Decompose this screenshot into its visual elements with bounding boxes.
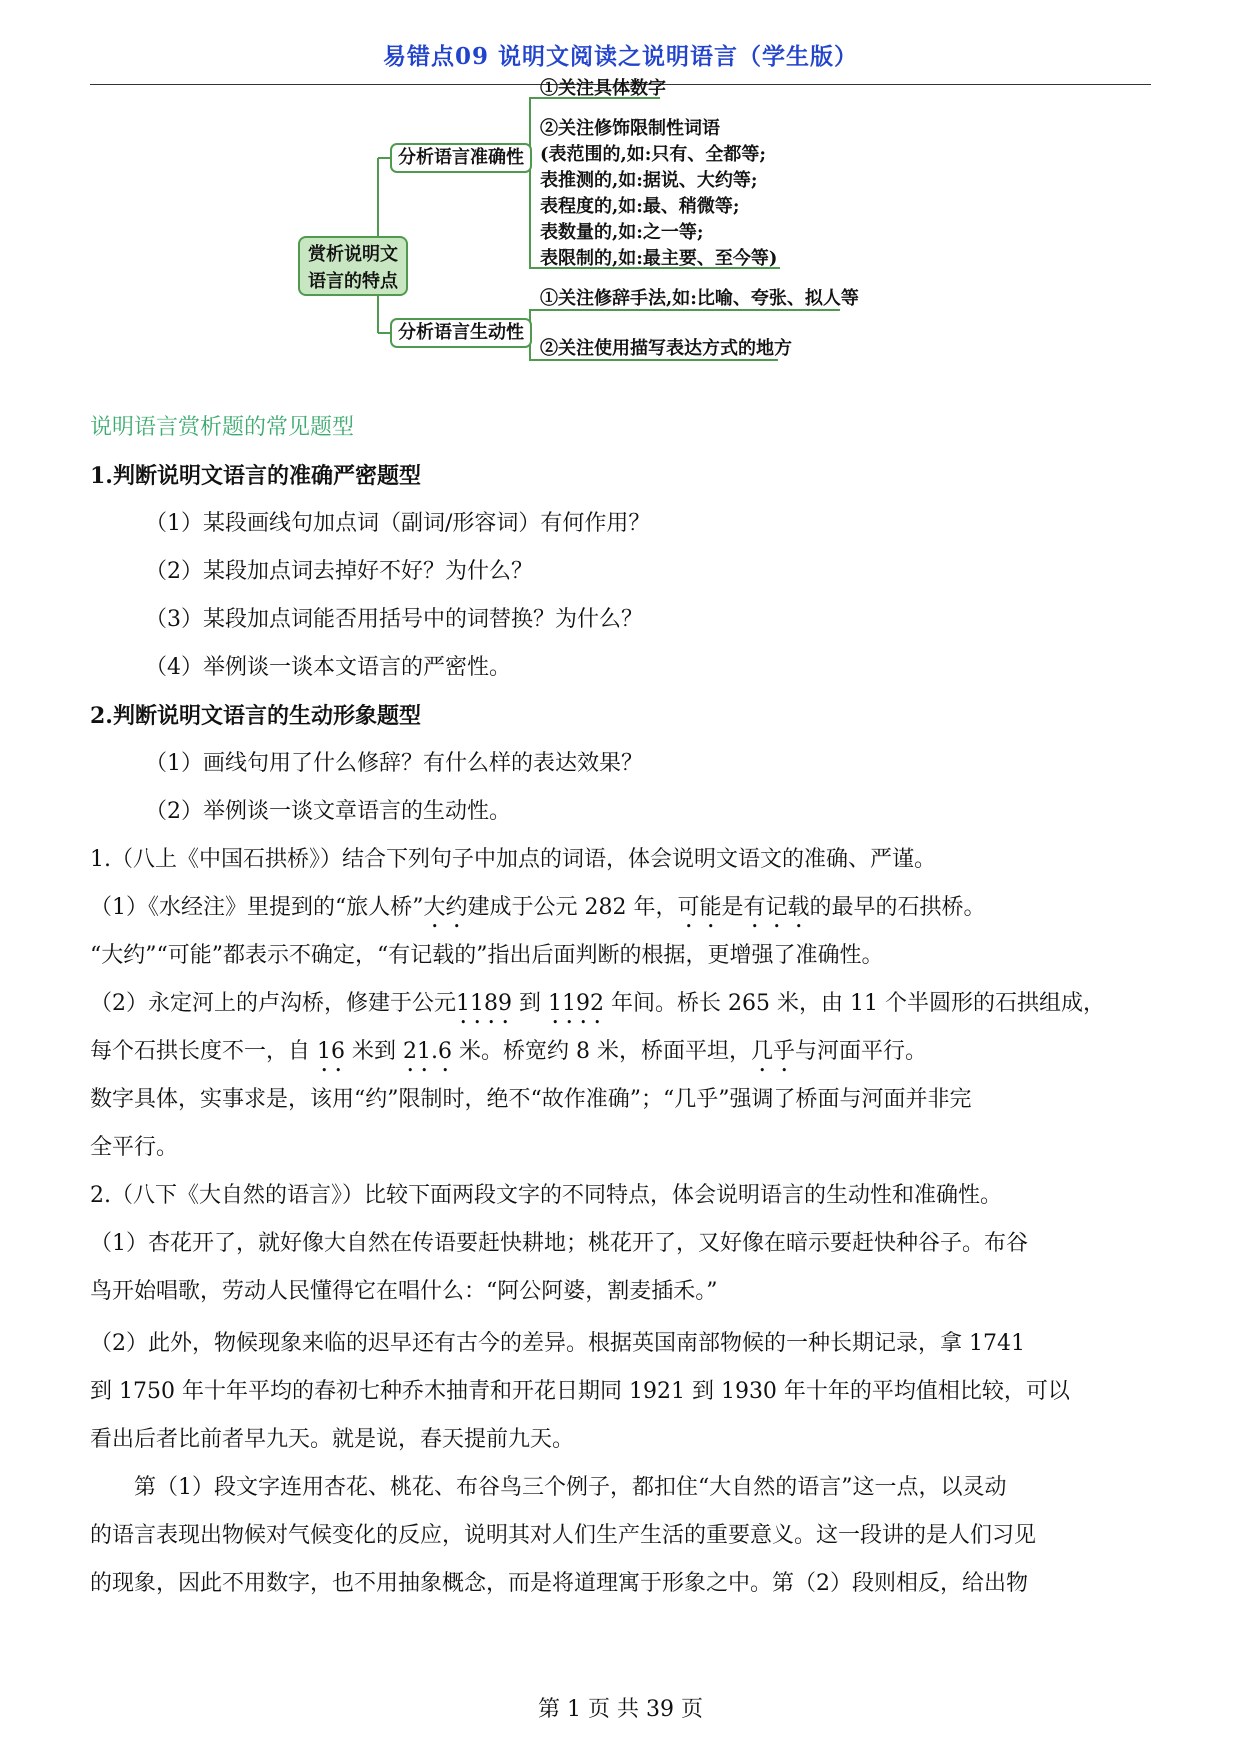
leaf-specific-numbers: ①关注具体数字 <box>540 78 666 99</box>
leaf-rhetoric: ①关注修辞手法,如:比喻、夸张、拟人等 <box>540 288 859 309</box>
list-item: （1）某段画线句加点词（副词/形容词）有何作用？ <box>145 511 651 536</box>
leaf-line: ②关注修饰限制性词语 <box>540 118 720 139</box>
leaf-line: (表范围的,如:只有、全都等; <box>540 144 767 165</box>
example1-answer1: “大约”“可能”都表示不确定，“有记载的”指出后面判断的根据，更增强了准确性。 <box>90 943 884 968</box>
list-item: （3）某段加点词能否用括号中的词替换？为什么？ <box>145 607 643 632</box>
dotted-word: 16 <box>317 1039 346 1064</box>
text-run: 每个石拱长度不一，自 <box>90 1039 311 1064</box>
root-label-line2: 语言的特点 <box>308 271 398 292</box>
dotted-word: 21.6 <box>403 1039 453 1064</box>
example2-intro: 2.（八下《大自然的语言》）比较下面两段文字的不同特点，体会说明语言的生动性和准确性。 <box>90 1183 1002 1208</box>
leaf-line: 表限制的,如:最主要、至今等) <box>540 248 778 269</box>
example1-answer2: 数字具体，实事求是，该用“约”限制时，绝不“故作准确”；“几乎”强调了桥面与河面并非完 <box>90 1087 972 1112</box>
connector-b2-leaf1 <box>520 310 840 333</box>
dotted-word: 可能 <box>677 895 722 920</box>
dotted-word: 几乎 <box>751 1039 796 1064</box>
list-item: （2）某段加点词去掉好不好？为什么？ <box>145 559 533 584</box>
example2-para2-cont: 到 1750 年十年平均的春初七种乔木抽青和开花日期同 1921 到 1930 年十年的平均值相比较，可以 <box>90 1379 1070 1404</box>
list-item: （4）举例谈一谈本文语言的严密性。 <box>145 655 511 680</box>
text-run: 与河面平行。 <box>795 1039 928 1064</box>
leaf-line: 表程度的,如:最、稍微等; <box>540 196 740 217</box>
text-run: 米。桥宽约 8 米，桥面平坦， <box>459 1039 751 1064</box>
list-item: （1）画线句用了什么修辞？有什么样的表达效果？ <box>145 751 643 776</box>
example2-para2: （2）此外，物候现象来临的迟早还有古今的差异。根据英国南部物候的一种长期记录，拿 1741 <box>90 1331 1025 1356</box>
leaf-modifier-words <box>540 116 777 272</box>
example2-para2-cont: 看出后者比前者早九天。就是说，春天提前九天。 <box>90 1427 575 1452</box>
dotted-word: 有记载 <box>743 895 810 920</box>
example2-para1-cont: 鸟开始唱歌，劳动人民懂得它在唱什么：“阿公阿婆，割麦插禾。” <box>90 1279 718 1304</box>
branch-accuracy: 分析语言准确性 <box>390 143 532 173</box>
heading-vividness: 2.判断说明文语言的生动形象题型 <box>90 703 421 729</box>
list-item: （2）举例谈一谈文章语言的生动性。 <box>145 799 511 824</box>
example2-analysis: 第（1）段文字连用杏花、桃花、布谷鸟三个例子，都扣住“大自然的语言”这一点，以灵动 <box>134 1475 1007 1500</box>
text-run: 的最早的石拱桥。 <box>809 895 986 920</box>
leaf-line: 表推测的,如:据说、大约等; <box>540 170 758 191</box>
example1-answer2-cont: 全平行。 <box>90 1135 179 1160</box>
page-footer: 第 1 页 共 39 页 <box>538 1697 703 1722</box>
text-run: 到 <box>519 991 542 1016</box>
example1-sentence1 <box>90 892 986 933</box>
branch-vividness: 分析语言生动性 <box>390 318 532 348</box>
heading-accuracy: 1.判断说明文语言的准确严密题型 <box>90 463 421 489</box>
section-title: 说明语言赏析题的常见题型 <box>90 415 355 440</box>
text-run: 年间。桥长 265 米，由 11 个半圆形的石拱组成， <box>611 991 1105 1016</box>
example2-para1: （1）杏花开了，就好像大自然在传语要赶快耕地；桃花开了，又好像在暗示要赶快种谷子。布谷 <box>90 1231 1029 1256</box>
example2-analysis-cont: 的语言表现出物候对气候变化的反应，说明其对人们生产生活的重要意义。这一段讲的是人们习见 <box>90 1523 1037 1548</box>
root-label-line1: 赏析说明文 <box>308 244 398 265</box>
document-title: 易错点09 说明文阅读之说明语言（学生版） <box>382 43 858 70</box>
example2-analysis-cont: 的现象，因此不用数字，也不用抽象概念，而是将道理寓于形象之中。第（2）段则相反，给出物 <box>90 1571 1029 1596</box>
dotted-word: 大约 <box>423 895 468 920</box>
text-run: 米到 <box>352 1039 397 1064</box>
text-run: 是 <box>721 895 744 920</box>
text-run: （2）永定河上的卢沟桥，修建于公元 <box>90 991 456 1016</box>
text-run: 建成于公元 282 年， <box>467 895 678 920</box>
mind-map-root <box>298 236 408 296</box>
example1-intro: 1.（八上《中国石拱桥》）结合下列句子中加点的词语，体会说明文语文的准确、严谨。 <box>90 847 936 872</box>
mind-map-diagram <box>290 78 950 408</box>
example1-sentence2 <box>90 988 1105 1029</box>
dotted-word: 1189 <box>456 991 512 1016</box>
example1-sentence2-cont <box>90 1036 927 1077</box>
leaf-description: ②关注使用描写表达方式的地方 <box>540 338 792 359</box>
leaf-line: 表数量的,如:之一等; <box>540 222 704 243</box>
dotted-word: 1192 <box>548 991 605 1016</box>
text-run: （1）《水经注》里提到的“旅人桥” <box>90 895 424 920</box>
